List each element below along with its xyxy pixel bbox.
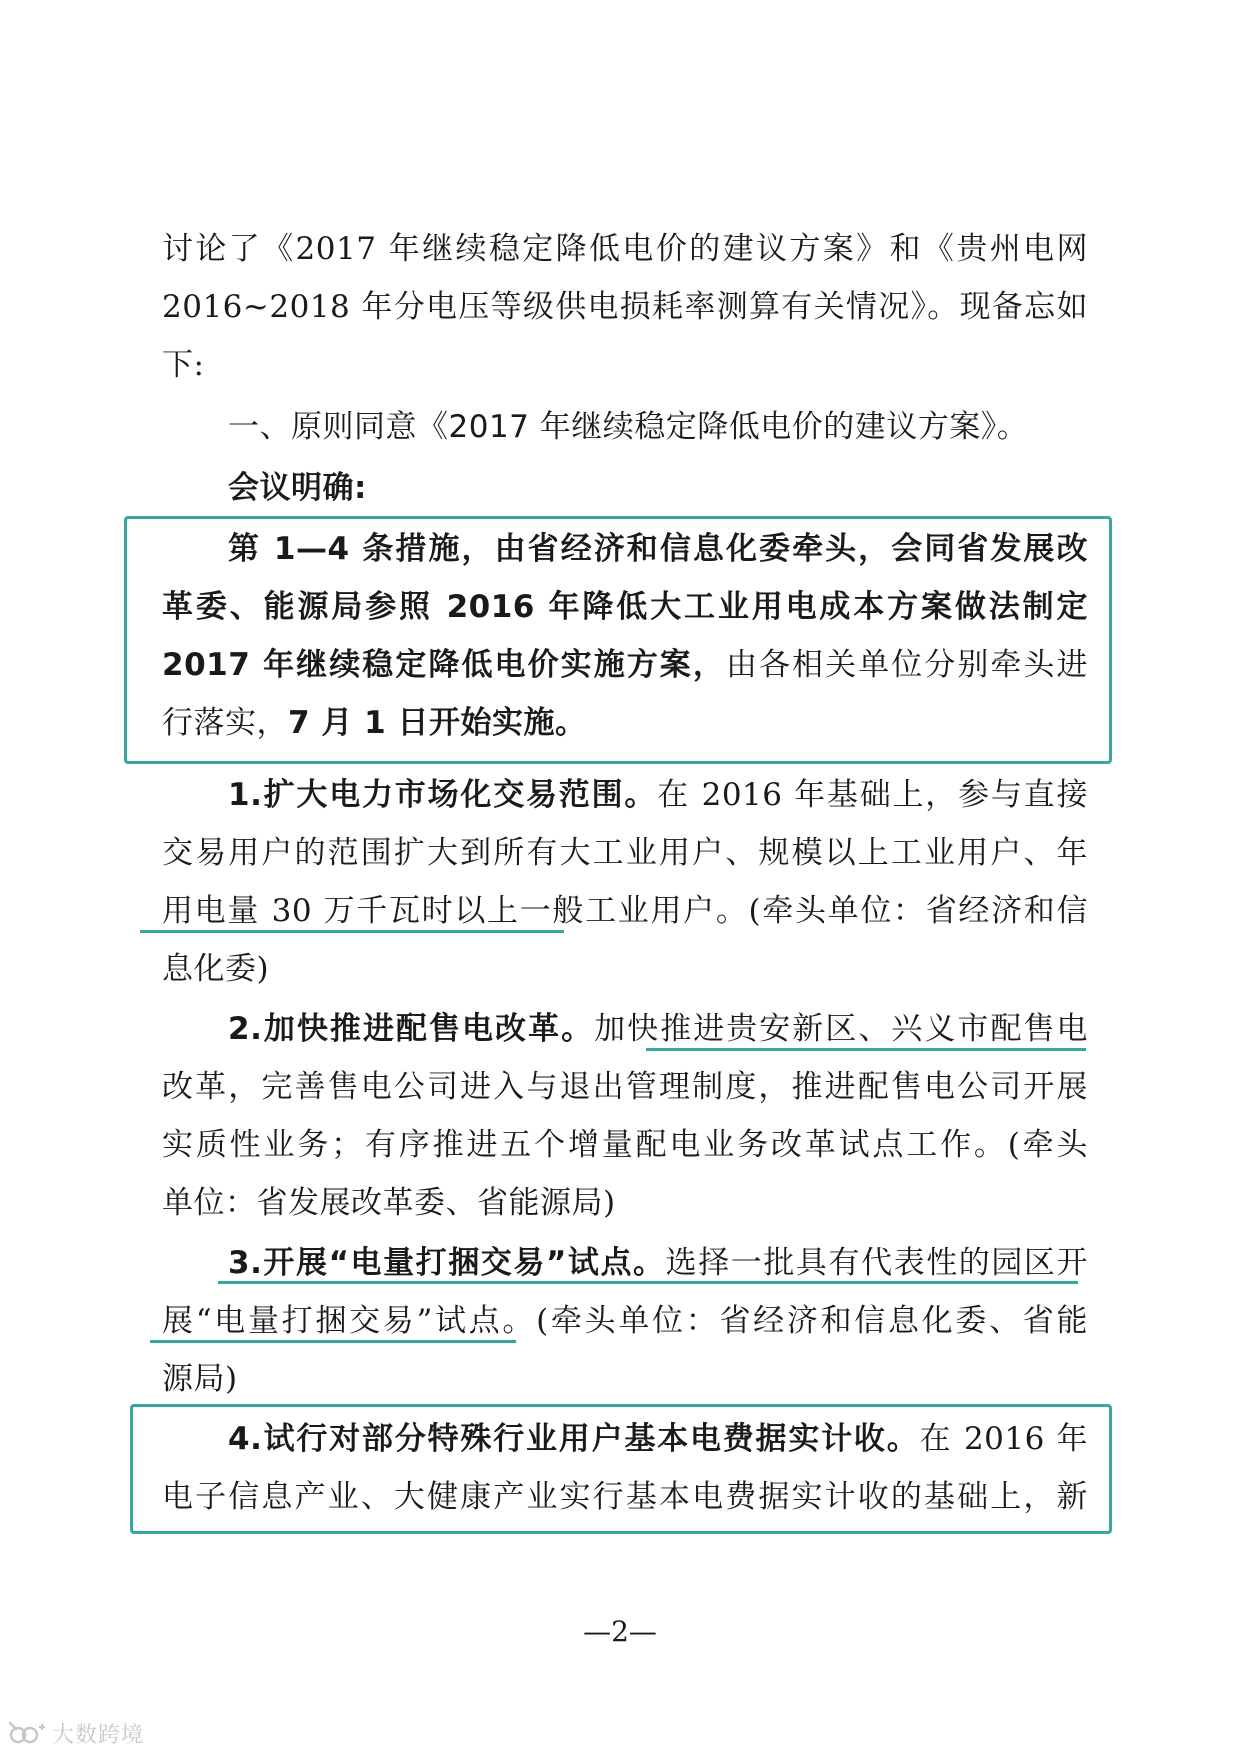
boxed-line-3-bold: 2017 年继续稳定降低电价实施方案， <box>162 647 726 683</box>
boxed-line-4-normal: 行落实， <box>162 705 288 741</box>
item-1-line-1 <box>228 770 1088 820</box>
page-number: —2— <box>583 1615 657 1648</box>
watermark <box>8 1716 168 1750</box>
boxed-line-1: 第 1—4 条措施，由省经济和信息化委牵头，会同省发展改 <box>228 531 1088 567</box>
item-1-title: 1.扩大电力市场化交易范围。 <box>228 777 658 813</box>
item-2-line-4: 单位：省发展改革委、省能源局) <box>162 1185 616 1221</box>
item-4-text: 在 2016 年 <box>919 1421 1088 1457</box>
annotation-box-2 <box>130 1404 1112 1534</box>
boxed-line-3-normal: 由各相关单位分别牵头进 <box>725 647 1089 683</box>
item-1-line-4: 息化委) <box>162 951 270 987</box>
item-1-text: 在 2016 年基础上，参与直接 <box>657 777 1088 813</box>
item-4-title: 4.试行对部分特殊行业用户基本电费据实计收。 <box>228 1421 920 1457</box>
item-2-text: 加快推进贵安新区、兴义市配售电 <box>594 1011 1088 1047</box>
body-line-2: 2016~2018 年分电压等级供电损耗率测算有关情况》。现备忘如 <box>162 289 1088 325</box>
watermark-text: 大数跨境 <box>52 1722 145 1748</box>
item-3-title: 3.开展“电量打捆交易”试点。 <box>228 1245 666 1281</box>
item-3-text: 选择一批具有代表性的园区开 <box>665 1245 1089 1281</box>
annotation-box-1 <box>124 516 1112 764</box>
body-line-3: 下: <box>162 347 205 383</box>
annotation-underline-4 <box>150 1340 516 1343</box>
item-2-line-3: 实质性业务；有序推进五个增量配电业务改革试点工作。(牵头 <box>162 1127 1088 1163</box>
section-heading-1: 一、原则同意《2017 年继续稳定降低电价的建议方案》。 <box>228 409 1029 445</box>
item-3-line-3: 源局) <box>162 1361 238 1397</box>
meeting-note-heading: 会议明确: <box>228 470 367 506</box>
annotation-underline-2 <box>646 1048 1086 1051</box>
annotation-underline-3 <box>218 1281 1078 1284</box>
item-1-line-3: 用电量 30 万千瓦时以上一般工业用户。(牵头单位：省经济和信 <box>162 893 1088 929</box>
item-3-line-2: 展“电量打捆交易”试点。(牵头单位：省经济和信息化委、省能 <box>162 1303 1088 1339</box>
item-2-title: 2.加快推进配售电改革。 <box>228 1011 595 1047</box>
item-2-line-2: 改革，完善售电公司进入与退出管理制度，推进配售电公司开展 <box>162 1069 1088 1105</box>
logo-mark-icon <box>8 1719 48 1747</box>
body-line-1: 讨论了《2017 年继续稳定降低电价的建议方案》和《贵州电网 <box>162 231 1088 267</box>
item-1-line-2: 交易用户的范围扩大到所有大工业用户、规模以上工业用户、年 <box>162 835 1088 871</box>
item-2-line-1 <box>228 1004 1088 1054</box>
annotation-underline-1 <box>140 930 564 933</box>
boxed-line-4-bold: 7 月 1 日开始实施。 <box>288 705 587 741</box>
item-4-line-2: 电子信息产业、大健康产业实行基本电费据实计收的基础上，新 <box>162 1479 1088 1515</box>
boxed-line-2: 革委、能源局参照 2016 年降低大工业用电成本方案做法制定 <box>162 589 1088 625</box>
